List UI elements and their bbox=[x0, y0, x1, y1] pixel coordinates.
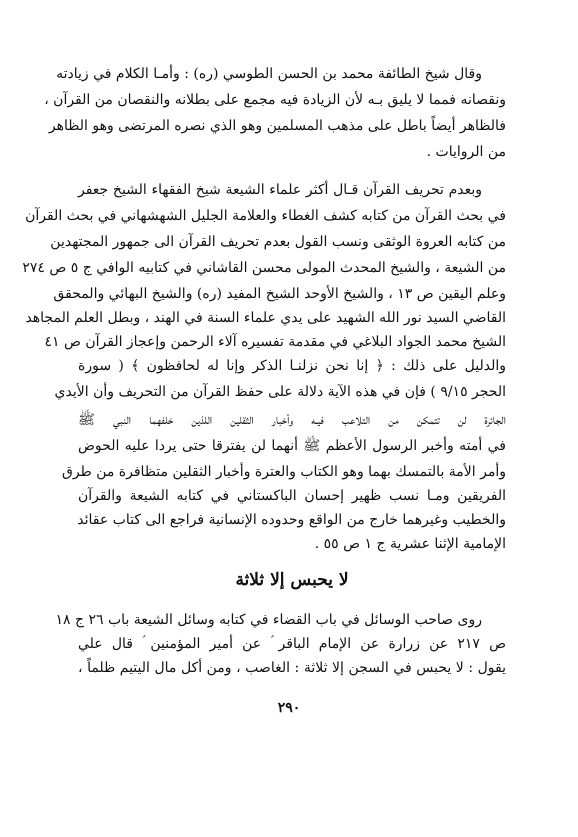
text-line: فالظاهر أيضاً باطل على مذهب المسلمين وهو الذي نصره المرتضى وهو الظاهر bbox=[48, 118, 506, 134]
text-line: والخطيب وغيرهما خارج من الواقع وحدوده الإنسانية فراجع الى كتاب عقائد bbox=[77, 512, 506, 528]
text-line: من الروايات . bbox=[426, 144, 506, 160]
text-line: وقال شيخ الطائفة محمد بن الحسن الطوسي (ره) : وأمـا الكلام في زيادته bbox=[56, 66, 482, 82]
text-line: من الشيعة ، والشيخ المحدث المولى محسن القاشاني في كتابيه الوافي ج ٥ ص ٢٧٤ bbox=[22, 260, 506, 276]
text-line: روى صاحب الوسائل في باب القضاء في كتابه وسائل الشيعة باب ٢٦ ج ١٨ bbox=[55, 612, 482, 628]
text-line: الإمامية الإثنا عشرية ج ١ ص ٥٥ . bbox=[314, 536, 506, 552]
text-line: الجائرة لن تتمكن من التلاعب فيـه وأخبار الثقلين اللذين خلفهما النبي ﷺ bbox=[78, 412, 506, 428]
text-line: وبعدم تحريف القرآن قـال أكثر علماء الشيعة شيخ الفقهاء الشيخ جعفر bbox=[78, 182, 482, 198]
text-line: الشيخ محمد الجواد البلاغي في مقدمة تفسيره آلاء الرحمن وإعجاز القرآن ص ٤١ bbox=[44, 334, 506, 350]
text-line: في أمته وأخبر الرسول الأعظم ﷺ أنهما لن يفترقا حتى يردا عليه الحوض bbox=[78, 438, 506, 454]
text-line: ونقصانه فمما لا يليق بـه لأن الزيادة فيه مجمع على بطلانه والنقصان من القرآن ، bbox=[44, 92, 506, 108]
text-line: وعلم اليقين ص ١٣ ، والشيخ الأوحد الشيخ المفيد (ره) والشيخ البهائي والمحقق bbox=[53, 286, 506, 302]
text-line: في بحث القرآن من كتابه كشف الغطاء والعلامة الجليل الشهشهاني في بحث القرآن bbox=[25, 208, 506, 224]
text-line: والدليل على ذلك : ﴿ إنا نحن نزلنـا الذكر وإنا له لحافظون ﴾ ( سورة bbox=[78, 358, 506, 374]
text-line: وأمر الأمة بالتمسك بهما وهو الكتاب والعترة وأخبار الثقلين متظافرة من طرق bbox=[62, 464, 506, 480]
text-line: الحجر ٩/١٥ ) فإن في هذه الآية دلالة على حفظ القرآن من التحريف وأن الأيدي bbox=[54, 384, 506, 400]
section-heading: لا يحبس إلا ثلاثة bbox=[235, 570, 349, 590]
text-line: الفريقين ومـا نسب ظهير إحسان الباكستاني في كتابه الشيعة والقرآن bbox=[78, 488, 506, 504]
text-line: من كتابه العروة الوثقى ونسب القول بعدم تحريف القرآن الى جمهور المجتهدين bbox=[50, 234, 506, 250]
text-line: يقول : لا يحبس في السجن إلا ثلاثة : الغاصب ، ومن أكل مال اليتيم ظلماً ، bbox=[78, 660, 506, 676]
text-line: ص ٢١٧ عن زرارة عن الإمام الباقر ؑ عن أمير المؤمنين ؑ قال علي bbox=[78, 636, 506, 652]
text-line: القاضي السيد نور الله الشهيد على يدي علماء السنة في الهند ، وبطل العلم المجاهد bbox=[25, 310, 506, 326]
page-number: ٢٩٠ bbox=[277, 700, 301, 716]
